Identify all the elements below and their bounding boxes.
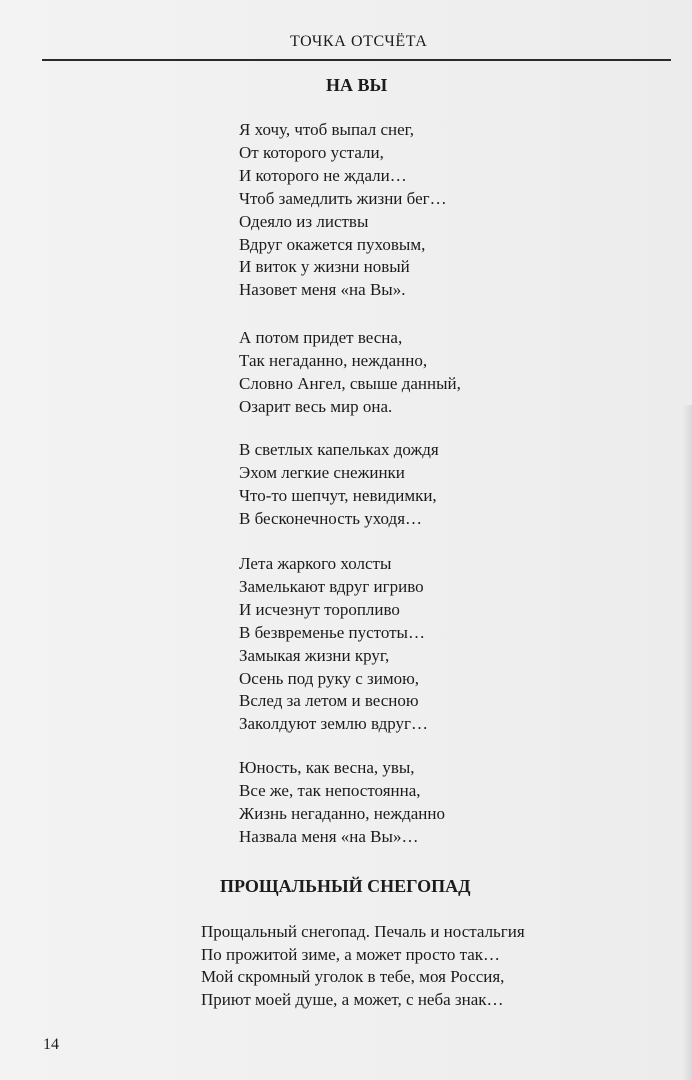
verse-line: Одеяло из листвы	[239, 211, 369, 231]
verse-line: Осень под руку с зимою,	[239, 668, 420, 688]
poem-title: НА ВЫ	[326, 75, 388, 95]
verse-line: От которого устали,	[239, 142, 384, 162]
verse-line: Назвала меня «на Вы»…	[239, 826, 419, 846]
verse-line: В безвременье пустоты…	[239, 622, 425, 642]
running-head: ТОЧКА ОТСЧЁТА	[290, 33, 428, 50]
stanza	[201, 921, 525, 1011]
verse-line: Все же, так непостоянна,	[239, 780, 421, 800]
stanza	[239, 439, 439, 531]
header-rule	[42, 59, 671, 61]
verse-line: И виток у жизни новый	[239, 257, 410, 277]
verse-line: Озарит весь мир она.	[239, 396, 393, 416]
verse-line: Назовет меня «на Вы».	[239, 280, 406, 300]
verse-line: Что-то шепчут, невидимки,	[239, 485, 437, 505]
verse-line: В светлых капельках дождя	[239, 440, 439, 459]
verse-line: Мой скромный уголок в тебе, моя Россия,	[201, 967, 505, 987]
verse-line: А потом придет весна,	[239, 328, 403, 347]
verse-line: Замыкая жизни круг,	[239, 645, 390, 665]
page-edge-shadow	[682, 405, 692, 1080]
verse-line: Вслед за летом и весною	[239, 691, 419, 711]
stanza	[239, 119, 447, 302]
verse-line: Чтоб замедлить жизни бег…	[239, 188, 447, 208]
verse-line: Замелькают вдруг игриво	[239, 576, 424, 596]
verse-line: Прощальный снегопад. Печаль и ностальгия	[201, 922, 525, 941]
verse-line: Так негаданно, нежданно,	[239, 350, 428, 370]
verse-line: Жизнь негаданно, нежданно	[239, 803, 445, 823]
verse-line: Я хочу, чтоб выпал снег,	[239, 120, 414, 139]
verse-line: Лета жаркого холсты	[239, 554, 392, 573]
verse-line: Заколдуют землю вдруг…	[239, 714, 428, 734]
verse-line: И которого не ждали…	[239, 165, 407, 185]
verse-line: В бесконечность уходя…	[239, 508, 423, 528]
verse-line: Юность, как весна, увы,	[239, 758, 415, 777]
poem-title: ПРОЩАЛЬНЫЙ СНЕГОПАД	[220, 876, 471, 896]
verse-line: Эхом легкие снежинки	[239, 462, 405, 482]
stanza	[239, 327, 461, 419]
verse-line: Вдруг окажется пуховым,	[239, 234, 426, 254]
stanza	[239, 757, 445, 849]
stanza	[239, 553, 428, 736]
page-number: 14	[43, 1036, 59, 1053]
verse-line: Словно Ангел, свыше данный,	[239, 373, 461, 393]
verse-line: Приют моей душе, а может, с неба знак…	[201, 989, 504, 1009]
verse-line: И исчезнут торопливо	[239, 599, 400, 619]
verse-line: По прожитой зиме, а может просто так…	[201, 944, 501, 964]
